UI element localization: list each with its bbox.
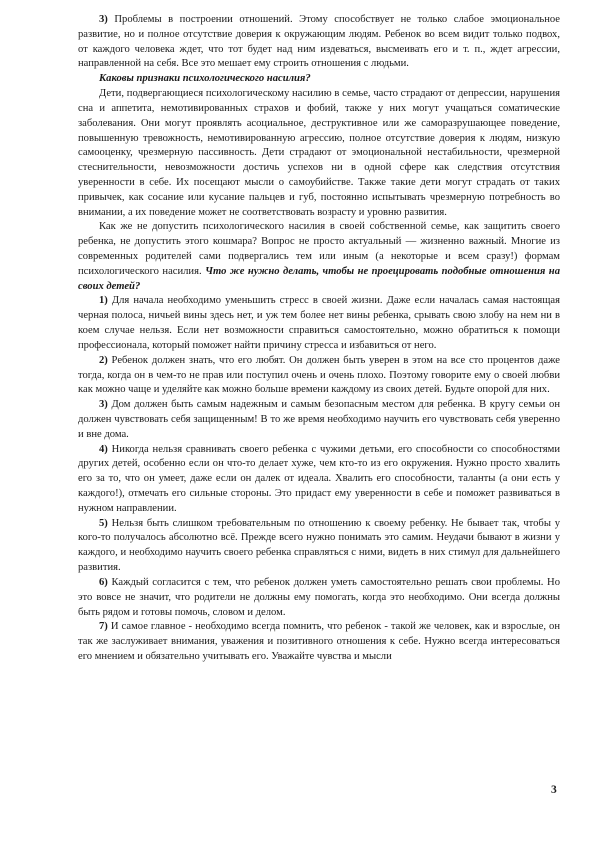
list-item-text: Ребенок должен знать, что его любят. Он должен быть уверен в этом на все сто процентов даже тогда, когда он в чем-то не прав или поступил очень и очень плохо. Поэтому говорите ему о своей любви как можно чаще и уделяйте как можно больше времени каждому из своих детей. Будьте опорой для них. bbox=[78, 354, 560, 396]
list-number: 4) bbox=[99, 443, 108, 455]
list-number: 2) bbox=[99, 354, 108, 366]
paragraph-relationship-problems bbox=[78, 13, 560, 72]
list-item-4 bbox=[78, 443, 560, 517]
list-item-text: Для начала необходимо уменьшить стресс в своей жизни. Даже если началась самая настоящая черная полоса, ничьей вины здесь нет, и уж тем более нет вины ребенка, срывать свою злобу на нем ни в коем случае нельзя. Если нет возможности справиться самостоятельно, можно обратиться к помощи профессионала, который поможет найти причину стресса и избавиться от него. bbox=[78, 295, 560, 351]
list-item-6 bbox=[78, 576, 560, 620]
list-item-text: Каждый согласится с тем, что ребенок должен уметь самостоятельно решать свои проблемы. Но это вовсе не значит, что родители не должны ему помогать, когда это необходимо. Они всегда должны быть рядом и готовы помочь, словом и делом. bbox=[78, 576, 560, 618]
paragraph-text: Проблемы в построении отношений. Этому способствует не только слабое эмоциональное развитие, но и полное отсутствие доверия к окружающим людям. Ребенок во всем видит только подвох, от каждого человека ждет, что тот будет над ним издеваться, высмеивать его и т. п., ждет агрессии, направленной на себя. Все это мешает ему строить отношения с людьми. bbox=[78, 14, 560, 70]
paragraph-symptoms: Дети, подвергающиеся психологическому насилию в семье, часто страдают от депрессии, нарушения сна и аппетита, немотивированных страхов и фобий, также у них могут учащаться соматические заболевания. Они могут проявлять асоциальное, деструктивное или же саморазрушающее поведение, повышенную тревожность, немотивированную агрессию, полное отсутствие доверия к людям, низкую самооценку, чрезмерную пассивность. Дети страдают от эмоциональной нестабильности, чрезмерной стеснительности, невозможности достичь успехов ни в одной сфере как следствия отсутствия уверенности в себе. Их посещают мысли о самоубийстве. Также такие дети могут страдать от таких привычек, как сосание или кусание пальцев и губ, постоянно испытывать чрезмерную потребность во внимании, а их поведение может не соответствовать возрасту и уровню развития. bbox=[78, 88, 560, 218]
list-item-5 bbox=[78, 517, 560, 576]
list-item-7 bbox=[78, 620, 560, 664]
document-body bbox=[78, 13, 560, 665]
list-number: 6) bbox=[99, 576, 108, 588]
list-item-text: Дом должен быть самым надежным и самым безопасным местом для ребенка. В кругу семьи он должен чувствовать себя защищенным! В то же время необходимо научить его чувствовать себя уверенно и вне дома. bbox=[78, 399, 560, 440]
paragraph-question bbox=[78, 220, 560, 294]
list-number: 7) bbox=[99, 621, 108, 633]
list-item-text: Никогда нельзя сравнивать своего ребенка с чужими детьми, его способности со способностями других детей, особенно если он что-то делает хуже, чем кто-то из его окружения. Нужно просто хвалить его за то, что он умеет, даже если он далек от идеала. Хвалить его способности, таланты (а они есть у каждого!), отмечать его сильные стороны. Это придаст ему уверенности в себе и поможет развиваться в нужном направлении. bbox=[78, 443, 560, 514]
section-heading: Каковы признаки психологического насилия? bbox=[99, 73, 311, 85]
emphasized-question: Что же нужно делать, чтобы не проецировать подобные отношения на своих детей? bbox=[78, 265, 560, 292]
page-number: 3 bbox=[551, 784, 557, 796]
list-number: 1) bbox=[99, 295, 108, 307]
list-item-2 bbox=[78, 354, 560, 398]
list-item-3 bbox=[78, 398, 560, 442]
list-number: 3) bbox=[99, 399, 108, 411]
list-number: 3) bbox=[99, 14, 108, 25]
list-item-1 bbox=[78, 294, 560, 353]
list-item-text: Нельзя быть слишком требовательным по отношению к своему ребенку. Не бывает так, чтобы у кого-то получалось абсолютно всё. Прежде всего нужно понимать это самим. Неудачи бывают в жизни у каждого, и необходимо научить своего ребенка справляться с ними, видеть в них стимул для дальнейшего развития. bbox=[78, 517, 560, 574]
list-number: 5) bbox=[99, 517, 108, 529]
list-item-text: И самое главное - необходимо всегда помнить, что ребенок - такой же человек, как и взрослые, он так же заслуживает внимания, уважения и позитивного отношения к себе. Нужно всегда интересоваться его мнением и обязательно учитывать его. Уважайте чувства и мысли bbox=[78, 621, 560, 662]
paragraph-text: Как же не допустить психологического насилия в своей собственной семье, как защитить своего ребенка, не допустить этого кошмара? Вопрос не просто актуальный — жизненно важный. Многие из современных родителей сами подвергались тем или иным (а некоторые и всем сразу!) формам психологического насилия. bbox=[78, 221, 560, 277]
